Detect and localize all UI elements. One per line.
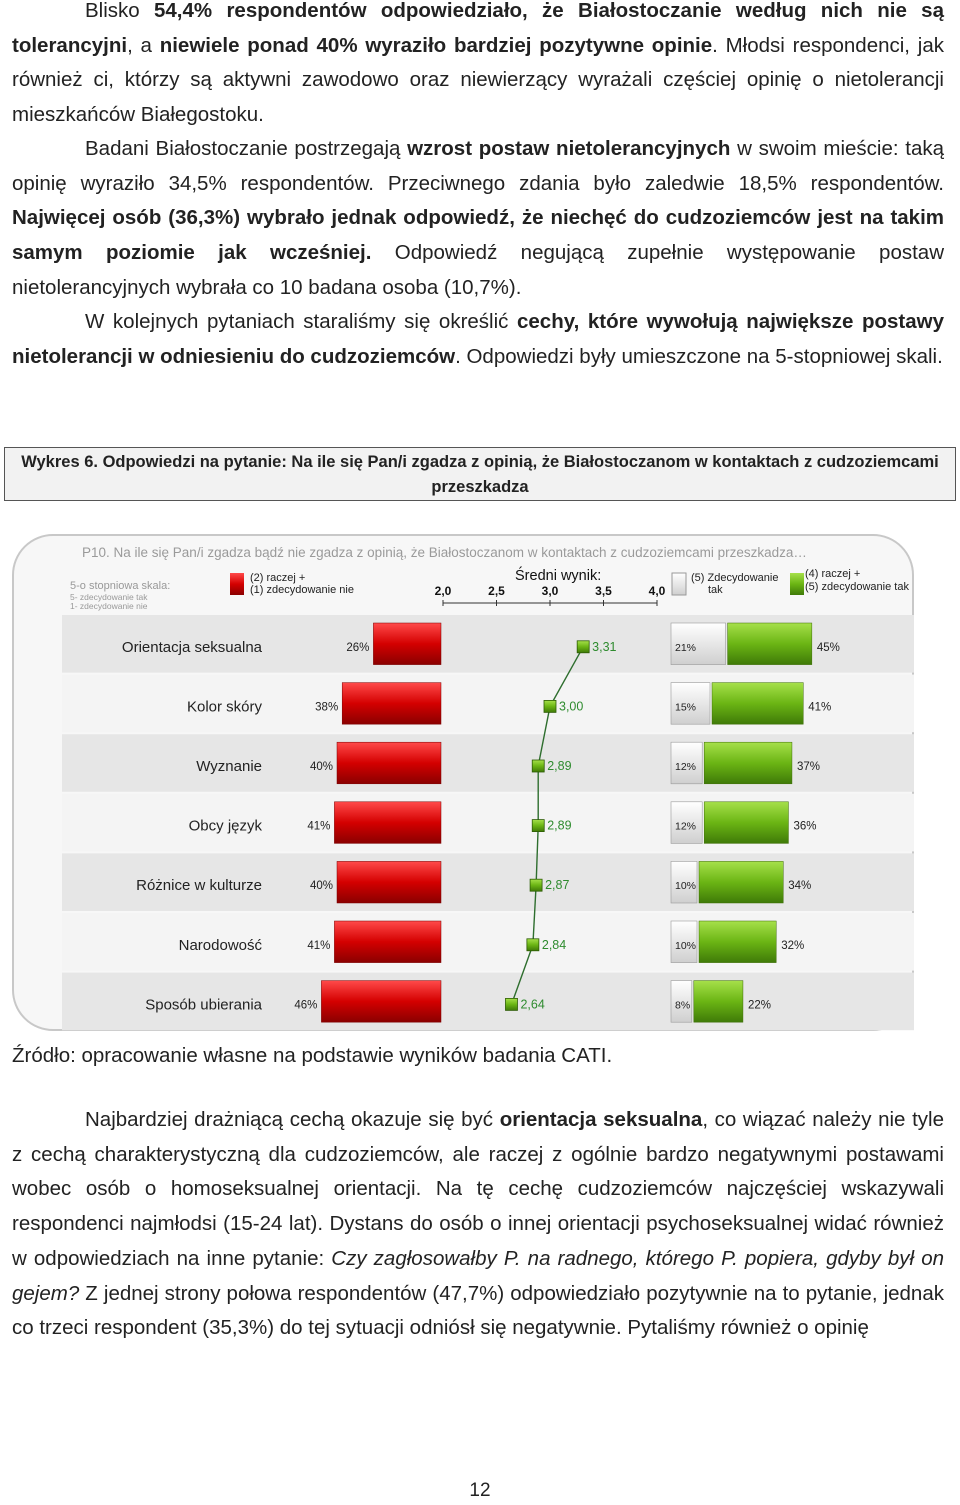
survey-chart: [10, 530, 920, 1035]
p4-text-3: Z jednej strony połowa respondentów (47,7%) odpowiedziało pozytywnie na to pytanie, jednak co trzeci respondent (35,3%) do tej sytuacji odniósł się negatywnie. Pytaliśmy również o opinię: [12, 1281, 944, 1340]
positive-bar: [712, 683, 803, 725]
source-note: Źródło: opracowanie własne na podstawie wyników badania CATI.: [12, 1044, 613, 1067]
scale-item-1: 1- zdecydowanie nie: [70, 601, 148, 611]
mean-tick-label: 4,0: [648, 584, 666, 598]
negative-bar-label: 40%: [309, 880, 333, 893]
strongly-yes-label: 21%: [675, 641, 697, 654]
mean-point: [544, 700, 556, 712]
mean-point-label: 2,89: [547, 759, 572, 773]
p4-text-2: , co wiązać należy nie tyle z cechą charakterystyczną dla cudzoziemców, ale raczej z ogólnie bardzo negatywnymi postawami wobec osób o homoseksualnej orientacji. Na tę cechę cudzoziemców najczęściej wskazywali respondenci najmłodsi (15-24 lat). Dystans do osób o innej orientacji psychoseksualnej widać również w odpowiedziach na inne pytanie:: [12, 1108, 944, 1270]
paragraph-tolerance: [12, 0, 944, 133]
positive-bar-label: 41%: [808, 701, 832, 714]
strongly-yes-label: 8%: [675, 999, 691, 1012]
category-label: Narodowość: [178, 936, 262, 954]
negative-bar-label: 26%: [346, 641, 370, 654]
p2-bold-1: wzrost postaw nietolerancyjnych: [407, 137, 731, 160]
mean-point-label: 2,64: [520, 997, 545, 1012]
negative-bar-label: 41%: [307, 820, 331, 833]
p1-text-3: . Młodsi respondenci, jak również ci, którzy są aktywni zawodowo oraz niewierzący wyrażali częściej opinię o nietolerancji mieszkańców Białegostoku.: [12, 33, 944, 127]
category-label: Obcy język: [188, 817, 262, 835]
positive-bar: [704, 802, 788, 844]
category-label: Wyznanie: [196, 758, 262, 775]
mean-point: [532, 820, 544, 832]
positive-bar: [728, 623, 812, 665]
p1-bold-1: 54,4% respondentów odpowiedziało, że Białostoczanie według nich nie są tolerancyjni: [12, 0, 944, 57]
p1-bold-2: niewiele ponad 40% wyraziło bardziej pozytywne opinie: [159, 33, 713, 57]
mean-tick-label: 2,5: [488, 584, 505, 598]
legend-red-swatch: [230, 573, 244, 595]
chart-title: P10. Na ile się Pan/i zgadza bądź nie zgadza z opinią, że Białostoczanom w kontaktach z cudzoziemcami przeszkadza…: [82, 545, 807, 560]
legend-red-line-2: (1) zdecydowanie nie: [250, 584, 354, 596]
p2-text-2: w swoim mieście: taką opinię wyraziło 34,5% respondentów. Przeciwnego zdania było zaledwie 18,5% respondentów.: [12, 137, 945, 195]
legend-light-swatch: [672, 573, 686, 595]
legend-light-line-2: tak: [708, 584, 723, 596]
p2-text-3: Odpowiedź negującą zupełnie występowanie postaw nietolerancyjnych wybrała co 10 badana osoba (10,7%).: [12, 241, 944, 299]
p4-italic-1: Czy zagłosowałby P. na radnego, którego P. popiera, gdyby był on gejem?: [12, 1246, 944, 1305]
strongly-yes-label: 10%: [675, 939, 697, 952]
positive-bar-label: 34%: [788, 880, 812, 893]
legend-red-line-1: (2) raczej +: [250, 572, 306, 584]
chart-rows: [62, 615, 914, 1030]
mean-tick-label: 2,0: [434, 584, 452, 598]
negative-bar: [342, 683, 441, 725]
p3-bold-1: cechy, które wywołują największe postawy nietolerancji w odniesieniu do cudzoziemców: [12, 310, 944, 368]
legend-green-line-1: (4) raczej +: [805, 568, 861, 580]
positive-bar: [704, 742, 792, 784]
mean-point: [532, 760, 544, 772]
negative-bar: [321, 981, 441, 1023]
p3-text-2: . Odpowiedzi były umieszczone na 5-stopniowej skali.: [455, 344, 943, 368]
legend-green-line-2: (5) zdecydowanie tak: [805, 581, 909, 593]
figure-caption-label: Wykres 6.: [21, 453, 98, 471]
mean-point-label: 2,89: [547, 818, 572, 833]
mean-tick-label: 3,0: [541, 584, 559, 598]
legend-light-line-1: (5) Zdecydowanie: [691, 572, 779, 584]
negative-bar-label: 46%: [294, 999, 318, 1012]
mean-tick-label: 3,5: [595, 584, 612, 598]
category-label: Orientacja seksualna: [121, 638, 262, 656]
figure-caption: [4, 447, 956, 501]
strongly-yes-label: 12%: [675, 761, 697, 773]
legend-green-swatch: [790, 573, 804, 595]
mean-point-label: 2,84: [541, 937, 567, 952]
category-label: Różnice w kulturze: [136, 877, 262, 895]
strongly-yes-label: 15%: [675, 701, 697, 714]
negative-bar: [373, 623, 441, 665]
paragraph-orientation: [12, 1103, 944, 1346]
mean-point: [527, 939, 539, 951]
p4-text-1: Najbardziej drażniącą cechą okazuje się być: [85, 1108, 500, 1131]
positive-bar-label: 36%: [793, 820, 817, 833]
p1-text-2: , a: [127, 33, 160, 57]
strongly-yes-label: 10%: [675, 880, 697, 893]
mean-point: [505, 998, 517, 1010]
mean-label: Średni wynik:: [515, 568, 602, 584]
mean-point-label: 3,00: [559, 699, 584, 714]
p2-text-1: Badani Białostoczanie postrzegają: [85, 137, 408, 160]
paragraph-features: [12, 305, 944, 374]
negative-bar-label: 41%: [307, 939, 331, 952]
mean-point: [530, 879, 542, 891]
scale-label: 5-o stopniowa skala:: [70, 580, 171, 592]
negative-bar: [337, 861, 441, 903]
negative-bar: [334, 921, 441, 963]
category-label: Kolor skóry: [186, 698, 262, 716]
positive-bar-label: 32%: [781, 939, 805, 952]
strongly-yes-label: 12%: [675, 820, 697, 833]
negative-bar-label: 38%: [315, 701, 339, 714]
positive-bar-label: 37%: [796, 761, 820, 773]
positive-bar-label: 45%: [816, 641, 840, 654]
p4-bold-1: orientacja seksualna: [499, 1108, 703, 1131]
p1-text-1: Blisko: [85, 0, 154, 22]
figure-caption-text: Odpowiedzi na pytanie: Na ile się Pan/i zgadza z opinią, że Białostoczanom w kontaktach z cudzoziemcami przeszkadza: [97, 453, 939, 496]
mean-point-label: 3,31: [592, 639, 617, 654]
p3-text-1: W kolejnych pytaniach staraliśmy się określić: [85, 310, 517, 333]
negative-bar-label: 40%: [309, 761, 333, 773]
negative-bar: [334, 802, 441, 844]
positive-bar: [699, 921, 776, 963]
p2-bold-2: Najwięcej osób (36,3%) wybrało jednak odpowiedź, że niechęć do cudzoziemców jest na takim samym poziomie jak wcześniej.: [12, 206, 944, 265]
positive-bar: [694, 981, 743, 1023]
mean-point: [577, 641, 589, 653]
positive-bar: [699, 861, 783, 903]
paragraph-growth: [12, 132, 944, 306]
category-label: Sposób ubierania: [145, 996, 262, 1014]
page-number: 12: [469, 1480, 491, 1501]
positive-bar-label: 22%: [747, 999, 771, 1012]
scale-item-5: 5- zdecydowanie tak: [70, 592, 148, 602]
negative-bar: [337, 742, 441, 784]
mean-point-label: 2,87: [545, 878, 570, 893]
